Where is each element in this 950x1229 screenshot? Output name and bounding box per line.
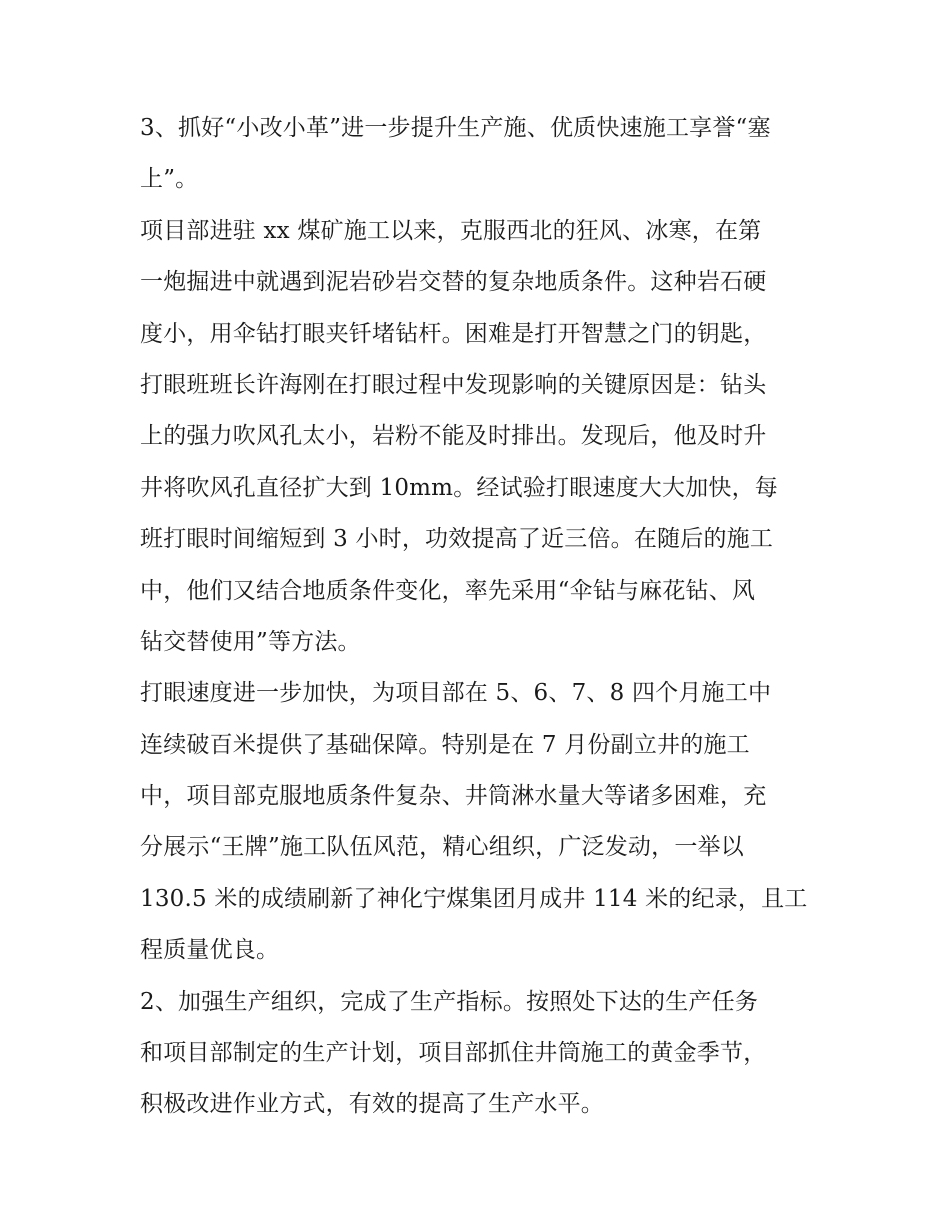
text-line: 中，他们又结合地质条件变化，率先采用“伞钻与麻花钻、风 bbox=[140, 577, 756, 604]
text-line: 130.5 米的成绩刷新了神化宁煤集团月成井 114 米的纪录，且工 bbox=[140, 885, 808, 912]
text-line: 上的强力吹风孔太小，岩粉不能及时排出。发现后，他及时升 bbox=[140, 423, 767, 450]
text-line: 项目部进驻 xx 煤矿施工以来，克服西北的狂风、冰寒，在第 bbox=[140, 217, 762, 244]
text-line: 和项目部制定的生产计划，项目部抓住井筒施工的黄金季节， bbox=[140, 1040, 767, 1067]
text-line: 2、加强生产组织，完成了生产指标。按照处下达的生产任务 bbox=[140, 988, 759, 1015]
paragraph-progress-record bbox=[140, 668, 815, 976]
text-line: 分展示“王牌”施工队伍风范，精心组织，广泛发动，一举以 bbox=[140, 834, 744, 861]
paragraph-section-3-heading bbox=[140, 103, 815, 206]
text-line: 打眼速度进一步加快，为项目部在 5、6、7、8 四个月施工中 bbox=[140, 680, 772, 707]
text-line: 度小，用伞钻打眼夹钎堵钻杆。困难是打开智慧之门的钥匙， bbox=[140, 320, 767, 347]
text-line: 积极改进作业方式，有效的提高了生产水平。 bbox=[140, 1091, 604, 1118]
text-line: 3、抓好“小改小革”进一步提升生产施、优质快速施工享誉“塞 bbox=[140, 115, 771, 141]
text-line: 班打眼时间缩短到 3 小时，功效提高了近三倍。在随后的施工 bbox=[140, 526, 774, 553]
text-line: 钻交替使用”等方法。 bbox=[140, 628, 361, 655]
text-line: 井将吹风孔直径扩大到 10mm。经试验打眼速度大大加快，每 bbox=[140, 474, 778, 501]
text-line: 打眼班班长许海刚在打眼过程中发现影响的关键原因是：钻头 bbox=[140, 371, 767, 398]
text-line: 上”。 bbox=[140, 166, 199, 193]
paragraph-drilling-improvement bbox=[140, 206, 815, 669]
paragraph-section-2-production bbox=[140, 977, 815, 1131]
text-line: 连续破百米提供了基础保障。特别是在 7 月份副立井的施工 bbox=[140, 731, 750, 758]
text-line: 程质量优良。 bbox=[140, 937, 280, 964]
document-body bbox=[140, 103, 815, 1131]
text-line: 中，项目部克服地质条件复杂、井筒淋水量大等诸多困难，充 bbox=[140, 783, 767, 810]
text-line: 一炮掘进中就遇到泥岩砂岩交替的复杂地质条件。这种岩石硬 bbox=[140, 269, 767, 296]
